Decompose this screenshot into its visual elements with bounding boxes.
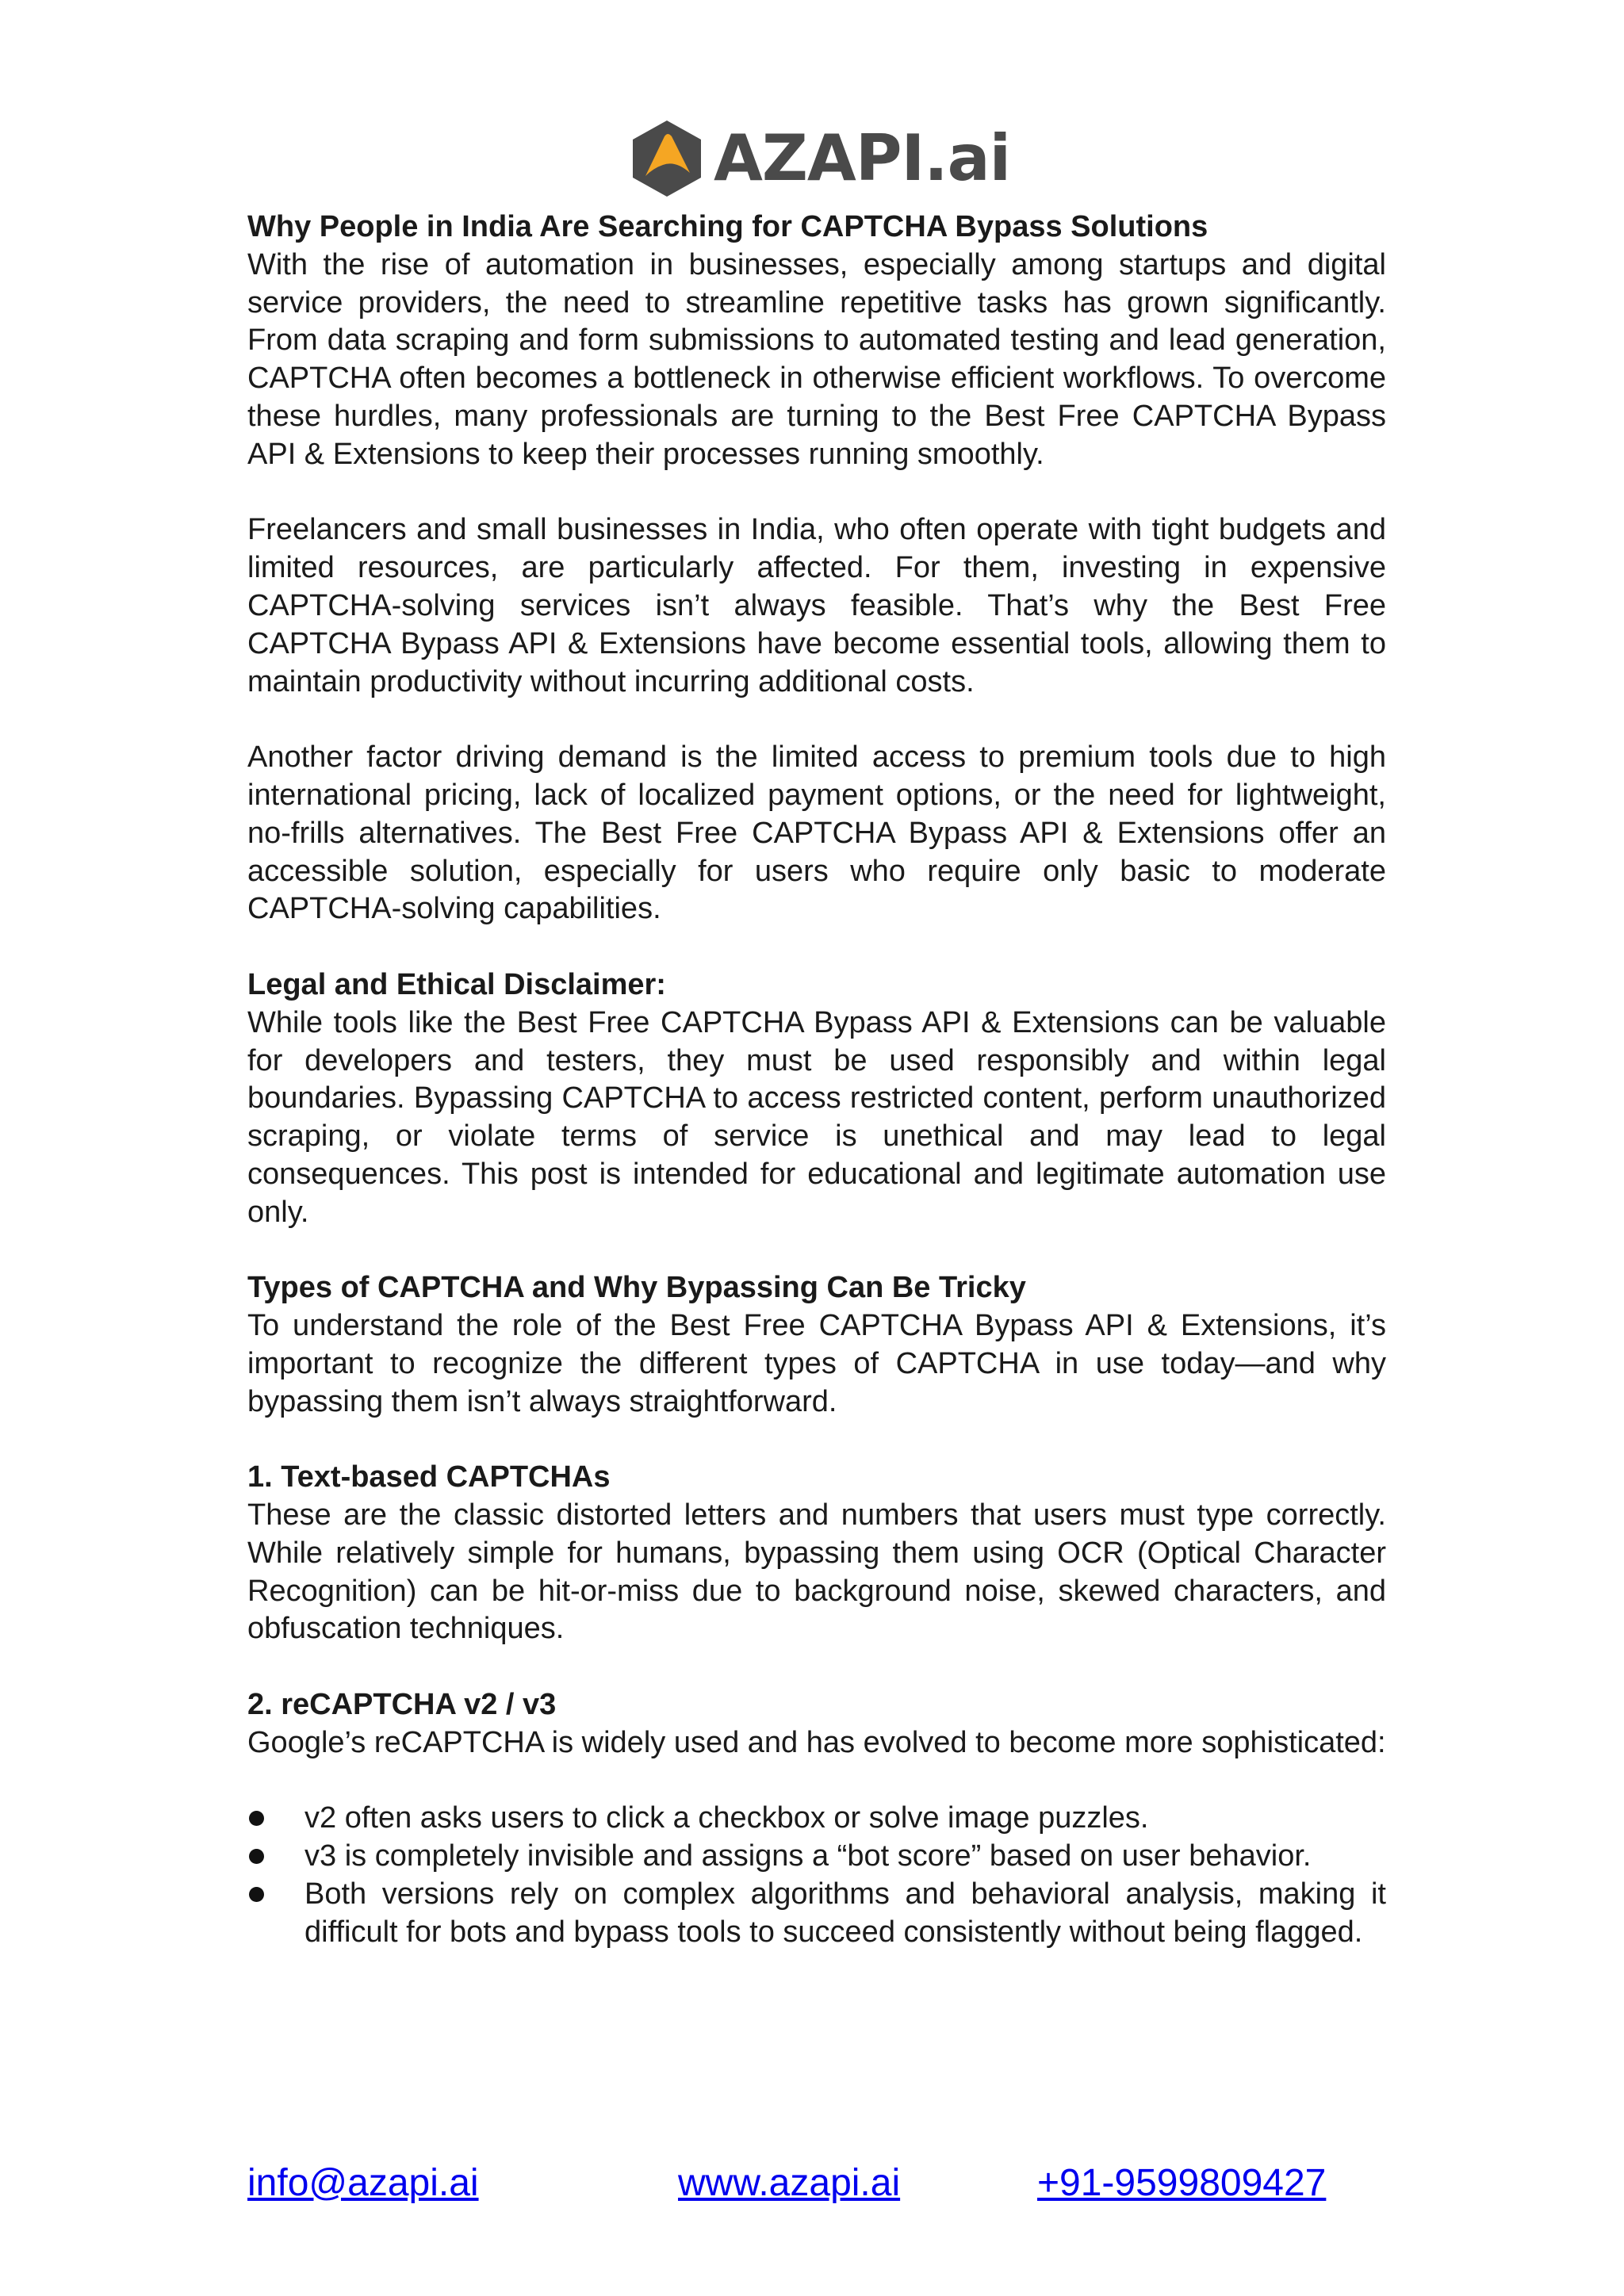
paragraph: These are the classic distorted letters and numbers that users must type correctly. While relatively simple for humans, bypassing them using OCR (Optical Character Recognition) can be hit-or-miss due to background noise, skewed characters, and obfuscation techniques. (247, 1498, 1386, 1646)
paragraph: Another factor driving demand is the limited access to premium tools due to high international pricing, lack of localized payment options, or the need for lightweight, no-frills alternatives. The Best Free CAPTCHA Bypass API & Extensions offer an accessible solution, especially for users who require only basic to moderate CAPTCHA-solving capabilities. (247, 740, 1386, 926)
list-item (247, 1800, 1386, 1838)
email-link[interactable]: info@azapi.ai (247, 2162, 479, 2204)
heading-text-captchas: 1. Text-based CAPTCHAs (247, 1460, 611, 1494)
recaptcha-bullet-list (247, 1800, 1386, 1951)
bullet-icon (249, 1849, 264, 1864)
list-item-text: Both versions rely on complex algorithms and behavioral analysis, making it difficult for bots and bypass tools to succeed consistently without being flagged. (304, 1877, 1386, 1949)
heading-legal-disclaimer: Legal and Ethical Disclaimer: (247, 967, 666, 1001)
paragraph: Freelancers and small businesses in India, who often operate with tight budgets and limited resources, are particularly affected. For them, investing in expensive CAPTCHA-solving services isn’t always feasible. That’s why the Best Free CAPTCHA Bypass API & Extensions have become essential tools, allowing them to maintain productivity without incurring additional costs. (247, 513, 1386, 698)
heading-captcha-types: Types of CAPTCHA and Why Bypassing Can Be Tricky (247, 1271, 1026, 1305)
list-item-text: v2 often asks users to click a checkbox or solve image puzzles. (304, 1801, 1149, 1835)
paragraph: Google’s reCAPTCHA is widely used and has evolved to become more sophisticated: (247, 1725, 1386, 1759)
heading-recaptcha: 2. reCAPTCHA v2 / v3 (247, 1688, 557, 1722)
website-link[interactable]: www.azapi.ai (678, 2162, 901, 2204)
footer-contact (0, 2160, 1624, 2207)
heading-india-captcha: Why People in India Are Searching for CAPTCHA Bypass Solutions (247, 210, 1208, 243)
paragraph: To understand the role of the Best Free CAPTCHA Bypass API & Extensions, it’s important to recognize the different types of CAPTCHA in use today—and why bypassing them isn’t always straightforward. (247, 1309, 1386, 1418)
list-item (247, 1838, 1386, 1876)
list-item-text: v3 is completely invisible and assigns a “bot score” based on user behavior. (304, 1839, 1312, 1873)
paragraph: With the rise of automation in businesses, especially among startups and digital service providers, the need to streamline repetitive tasks has grown significantly. From data scraping and form submissions to automated testing and lead generation, CAPTCHA often becomes a bottleneck in otherwise efficient workflows. To overcome these hurdles, many professionals are turning to the Best Free CAPTCHA Bypass API & Extensions to keep their processes running smoothly. (247, 247, 1386, 471)
list-item (247, 1876, 1386, 1952)
phone-link[interactable]: +91-9599809427 (1037, 2162, 1327, 2204)
azapi-logo (628, 117, 1010, 200)
bullet-icon (249, 1887, 264, 1902)
paragraph: While tools like the Best Free CAPTCHA Bypass API & Extensions can be valuable for developers and testers, they must be used responsibly and within legal boundaries. Bypassing CAPTCHA to access restricted content, perform unauthorized scraping, or violate terms of service is unethical and may lead to legal consequences. This post is intended for educational and legitimate automation use only. (247, 1005, 1386, 1229)
article-body (247, 209, 1386, 1952)
azapi-logo-icon (628, 117, 706, 200)
bullet-icon (249, 1811, 264, 1826)
logo-wordmark: AZAPI.ai (714, 121, 1011, 195)
